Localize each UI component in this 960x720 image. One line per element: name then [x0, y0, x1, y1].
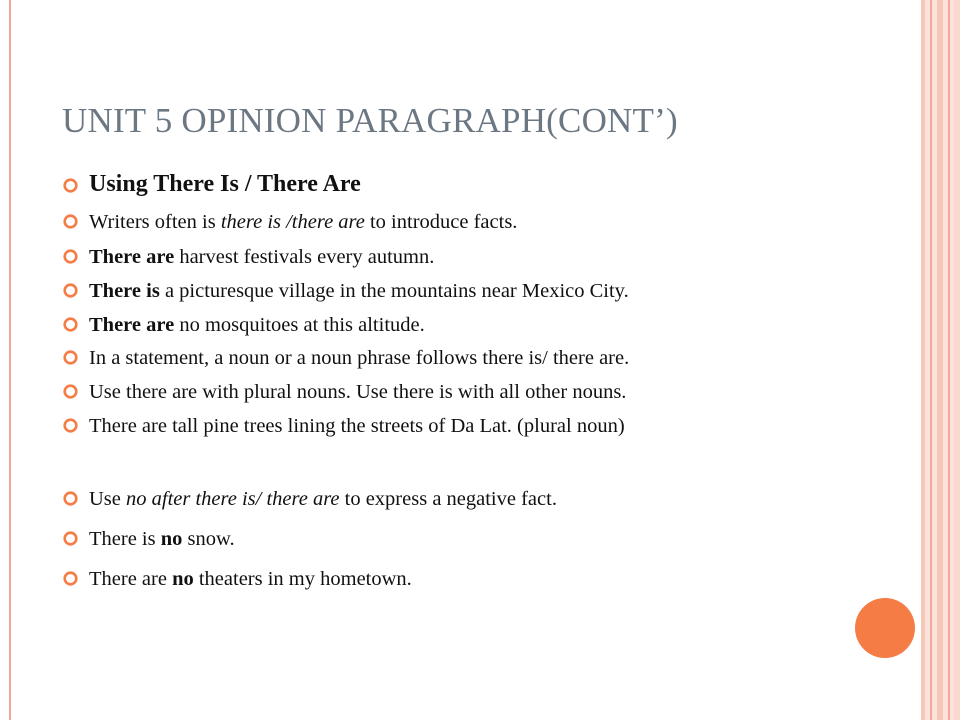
text-run: to express a negative fact. — [339, 488, 557, 510]
bullet-text — [89, 210, 517, 234]
text-run: no — [160, 528, 183, 550]
text-run: Use — [89, 488, 127, 510]
ring-bullet-icon — [62, 282, 79, 299]
stripe — [948, 0, 950, 720]
text-run: Writers often is — [89, 211, 221, 233]
text-run: There is — [89, 528, 161, 550]
ring-bullet-icon — [62, 316, 79, 333]
ring-bullet-icon — [62, 417, 79, 434]
text-run: There are — [89, 314, 175, 336]
bullet-text — [89, 245, 434, 269]
bullet-text — [89, 527, 235, 551]
ring-bullet-icon — [62, 349, 79, 366]
text-run: In a statement, a noun or a noun phrase follows there is/ there are. — [89, 347, 630, 369]
decorative-orange-circle — [855, 598, 915, 658]
ring-bullet-icon — [62, 570, 79, 587]
text-run: theaters in my hometown. — [193, 568, 412, 590]
bullet-text — [89, 567, 412, 591]
bullet-text — [89, 380, 626, 404]
ring-bullet-icon — [62, 383, 79, 400]
text-run: Use there are with plural nouns. Use there is with all other nouns. — [89, 381, 627, 403]
ring-bullet-icon — [62, 490, 79, 507]
stripe — [921, 0, 925, 720]
bullet-text — [89, 172, 361, 196]
stripe — [930, 0, 932, 720]
slide-title: UNIT 5 OPINION PARAGRAPH(CONT’) — [62, 101, 678, 140]
ring-bullet-icon — [62, 530, 79, 547]
left-border-line — [9, 0, 11, 720]
text-run: no mosquitoes at this altitude. — [174, 314, 425, 336]
ring-bullet-icon — [62, 177, 79, 194]
ring-bullet-icon — [62, 213, 79, 230]
text-run: snow. — [182, 528, 235, 550]
text-run: no — [172, 568, 194, 590]
stripe — [937, 0, 943, 720]
text-run: to introduce facts. — [364, 211, 518, 233]
stripe — [954, 0, 960, 720]
text-run: no after there is/ there are — [126, 488, 340, 510]
text-run: harvest festivals every autumn. — [174, 246, 435, 268]
text-run: There is — [89, 280, 160, 302]
text-run: Using There Is / There Are — [89, 171, 361, 197]
bullet-text — [89, 279, 629, 303]
bullet-text — [89, 346, 629, 370]
text-run: There are — [89, 568, 173, 590]
bullet-text — [89, 414, 625, 438]
bullet-text — [89, 313, 425, 337]
text-run: There are — [89, 246, 175, 268]
ring-bullet-icon — [62, 248, 79, 265]
text-run: a picturesque village in the mountains near Mexico City. — [159, 280, 629, 302]
text-run: there is /there are — [220, 211, 365, 233]
bullet-text — [89, 487, 557, 511]
text-run: There are tall pine trees lining the streets of Da Lat. (plural noun) — [89, 415, 625, 437]
right-decorative-stripes — [921, 0, 960, 720]
